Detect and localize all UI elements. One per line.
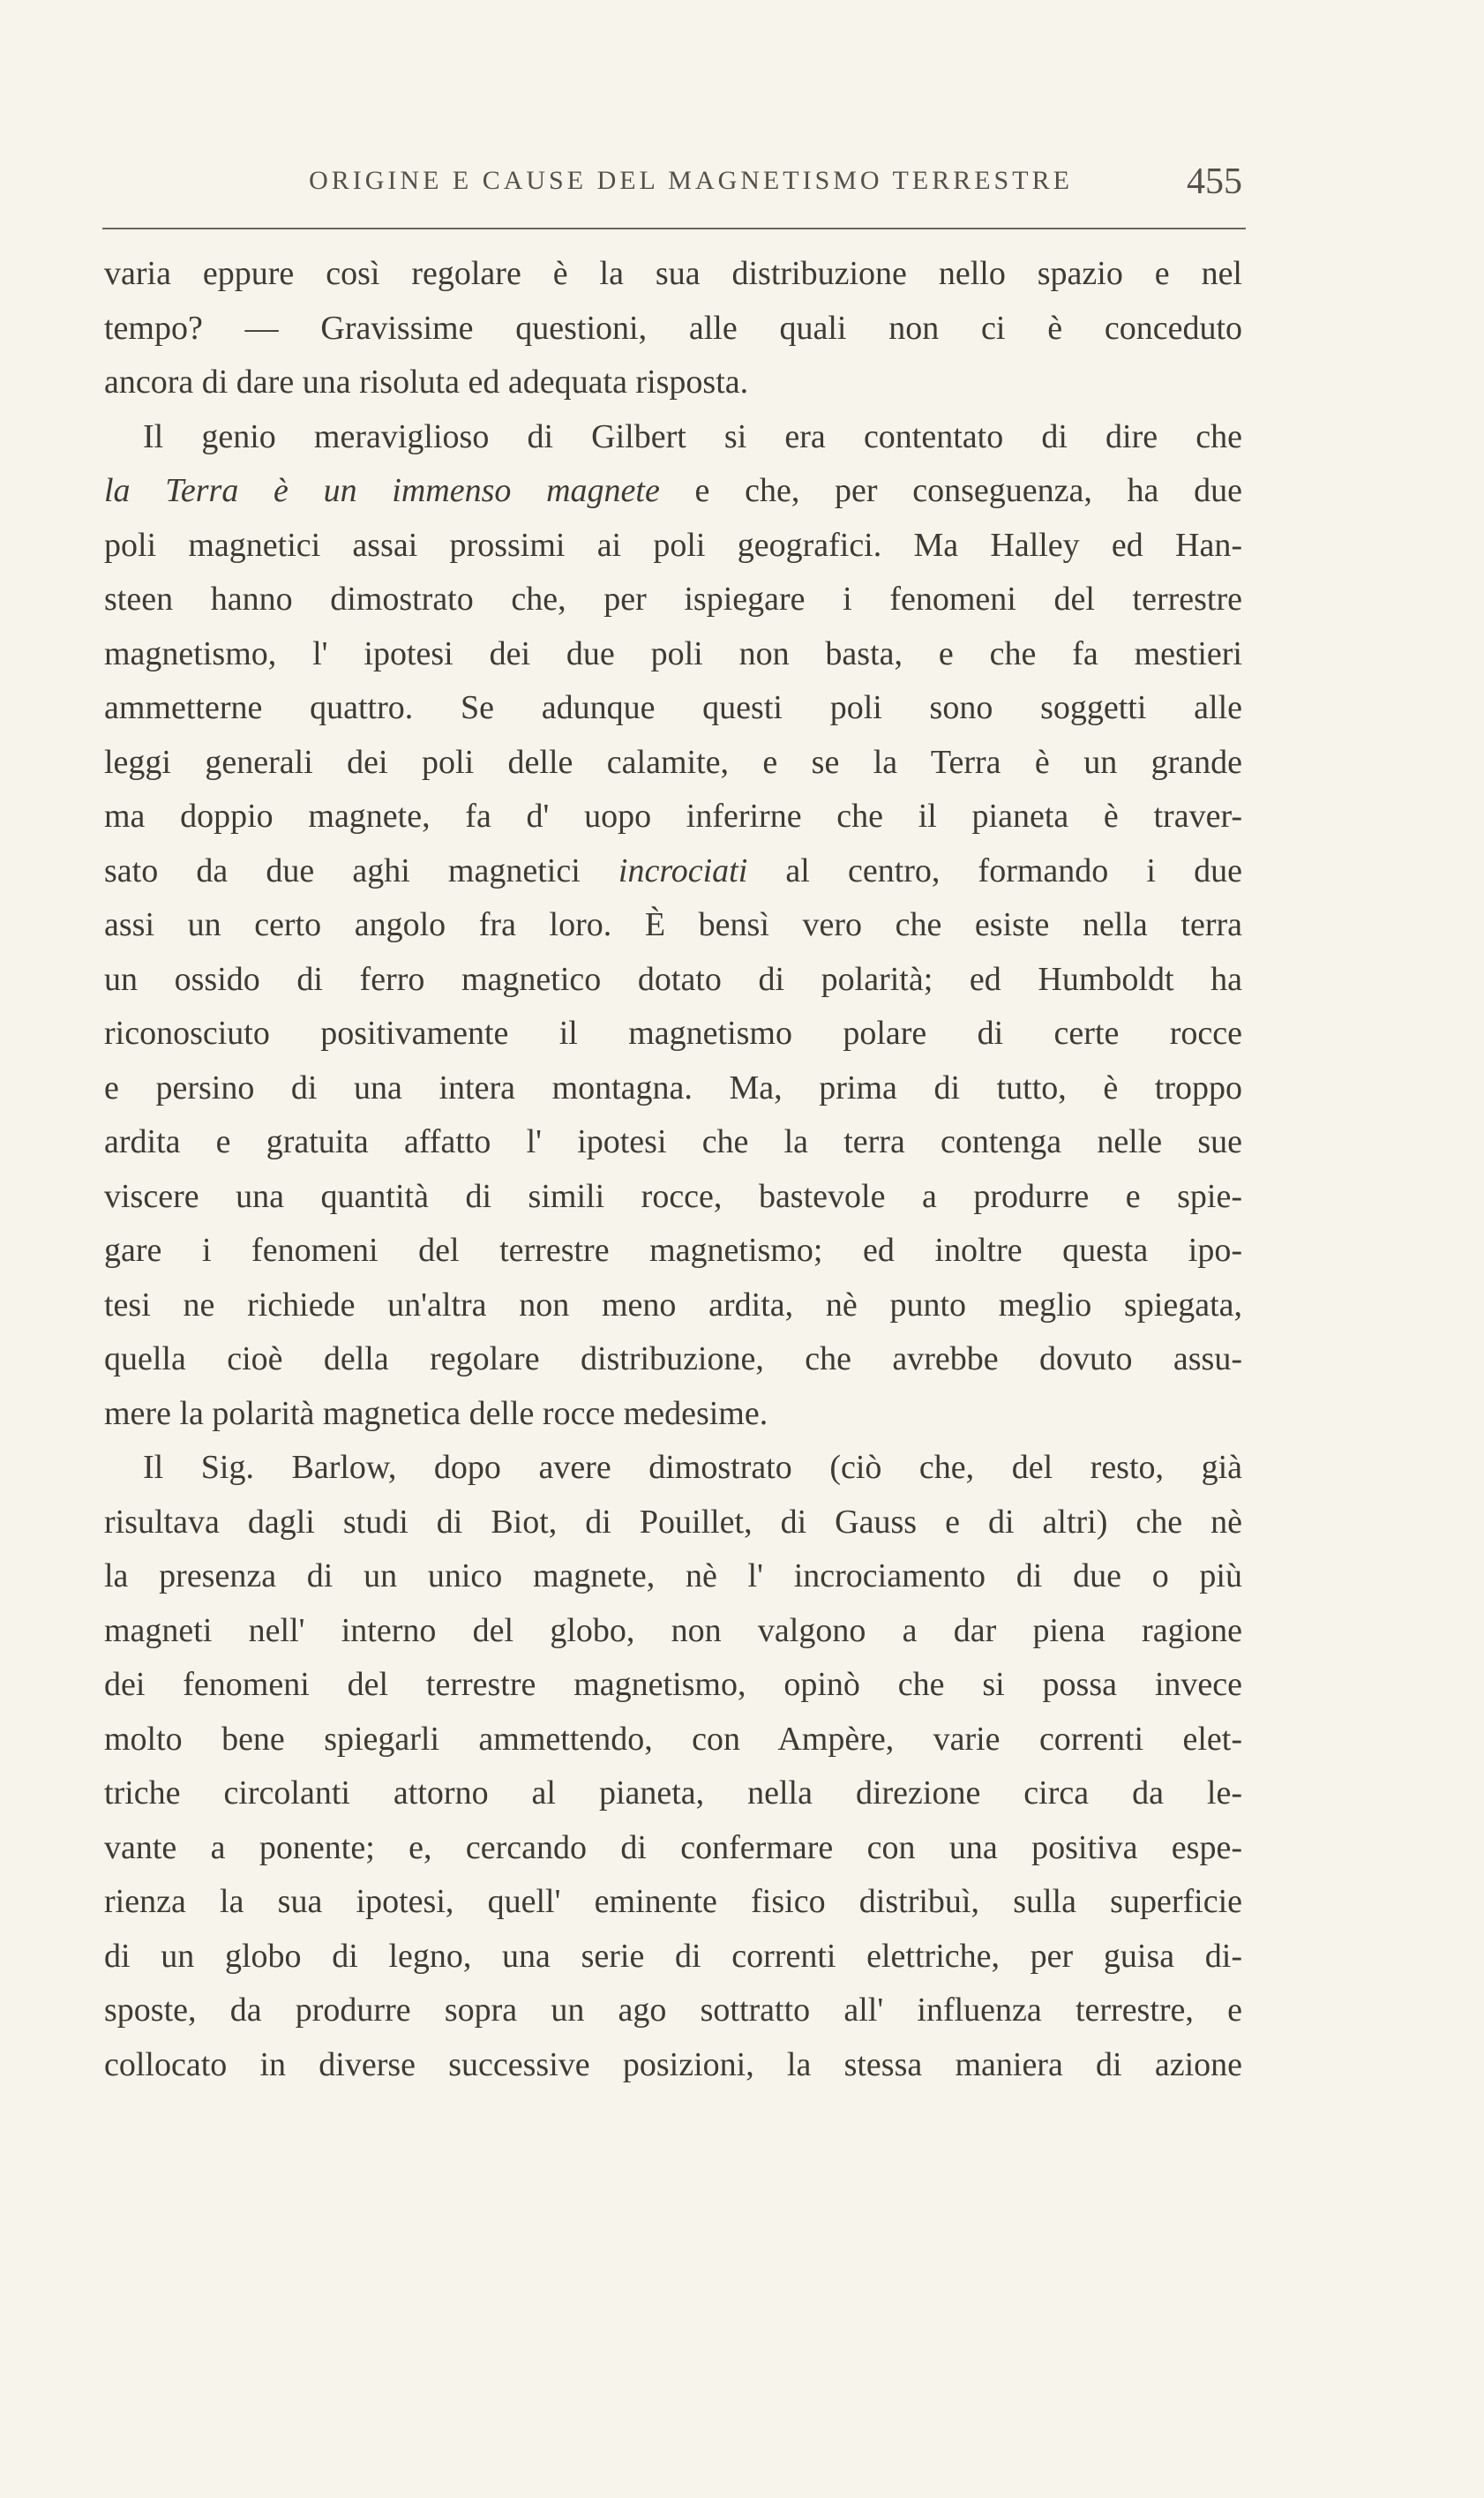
text-segment: quella cioè della regolare distribuzione, che avrebbe dovuto assu- (104, 1340, 1242, 1377)
text-line (104, 1604, 1242, 1659)
text-segment: mere la polarità magnetica delle rocce medesime. (104, 1394, 768, 1432)
text-segment: la presenza di un unico magnete, nè l' incrociamento di due o più (104, 1557, 1242, 1594)
text-segment: tesi ne richiede un'altra non meno ardita, nè punto meglio spiegata, (104, 1286, 1242, 1324)
text-line (104, 1170, 1242, 1225)
text-line (104, 1549, 1242, 1604)
text-segment: magneti nell' interno del globo, non valgono a dar piena ragione (104, 1611, 1242, 1649)
text-segment: dei fenomeni del terrestre magnetismo, opinò che si possa invece (104, 1666, 1242, 1703)
text-segment: rienza la sua ipotesi, quell' eminente fisico distribuì, sulla superficie (104, 1883, 1242, 1920)
text-line (104, 1332, 1242, 1387)
text-segment: ancora di dare una risoluta ed adequata risposta. (104, 364, 749, 401)
text-line (104, 2038, 1242, 2093)
text-line (104, 953, 1242, 1008)
text-line (104, 681, 1242, 736)
text-segment: tempo? — Gravissime questioni, alle quali non ci è conceduto (104, 309, 1242, 347)
header-rule (102, 228, 1246, 229)
text-segment: Il Sig. Barlow, dopo avere dimostrato (ciò che, del resto, già (143, 1449, 1242, 1486)
text-line (104, 1875, 1242, 1930)
running-head (104, 161, 1242, 210)
text-segment: assi un certo angolo fra loro. È bensì vero che esiste nella terra (104, 906, 1242, 943)
text-line (104, 1984, 1242, 2038)
text-line (104, 410, 1242, 465)
text-line (104, 1821, 1242, 1876)
text-line (104, 1930, 1242, 1984)
text-line (104, 736, 1242, 791)
text-line (104, 302, 1242, 356)
text-segment: ammetterne quattro. Se adunque questi poli sono soggetti alle (104, 689, 1242, 726)
text-line (104, 790, 1242, 844)
text-segment: collocato in diverse successive posizioni, la stessa maniera di azione (104, 2045, 1242, 2083)
text-line (104, 1279, 1242, 1333)
text-segment: gare i fenomeni del terrestre magnetismo; ed inoltre questa ipo- (104, 1232, 1242, 1269)
text-line (104, 464, 1242, 519)
text-line (104, 1713, 1242, 1767)
text-line (104, 1115, 1242, 1170)
text-segment: e persino di una intera montagna. Ma, prima di tutto, è troppo (104, 1069, 1242, 1106)
text-segment: poli magnetici assai prossimi ai poli geografici. Ma Halley ed Han- (104, 526, 1242, 564)
page-number: 455 (1187, 161, 1242, 202)
text-line (104, 1441, 1242, 1496)
text-line (104, 573, 1242, 627)
text-segment: sposte, da produrre sopra un ago sottratto all' influenza terrestre, e (104, 1992, 1242, 2029)
running-title: ORIGINE E CAUSE DEL MAGNETISMO TERRESTRE (309, 166, 1073, 195)
text-line (104, 1387, 1242, 1442)
text-line (104, 1496, 1242, 1550)
text-line (104, 1767, 1242, 1821)
text-line (104, 519, 1242, 574)
text-line (104, 1224, 1242, 1279)
text-segment: di un globo di legno, una serie di correnti elettriche, per guisa di- (104, 1937, 1242, 1975)
text-segment: Il genio meraviglioso di Gilbert si era contentato di dire che (143, 417, 1242, 455)
text-line (104, 1061, 1242, 1116)
text-segment: triche circolanti attorno al pianeta, nella direzione circa da le- (104, 1774, 1242, 1812)
text-segment: riconosciuto positivamente il magnetismo polare di certe rocce (104, 1015, 1242, 1052)
italic-text: incrociati (618, 851, 748, 889)
body-text (104, 247, 1242, 2092)
text-segment: vante a ponente; e, cercando di confermare con una positiva espe- (104, 1828, 1242, 1866)
text-segment: varia eppure così regolare è la sua distribuzione nello spazio e nel (104, 255, 1242, 292)
text-segment: al centro, formando i due (747, 851, 1243, 889)
italic-text: la Terra è un immenso magnete (104, 472, 660, 509)
text-segment: sato da due aghi magnetici (104, 851, 618, 889)
text-line (104, 844, 1242, 899)
text-segment: molto bene spiegarli ammettendo, con Ampère, varie correnti elet- (104, 1720, 1242, 1758)
text-line (104, 247, 1242, 302)
text-line (104, 1658, 1242, 1713)
text-segment: risultava dagli studi di Biot, di Pouillet, di Gauss e di altri) che nè (104, 1503, 1242, 1541)
text-segment: viscere una quantità di simili rocce, bastevole a produrre e spie- (104, 1177, 1242, 1215)
text-segment: e che, per conseguenza, ha due (659, 472, 1242, 509)
text-segment: leggi generali dei poli delle calamite, e se la Terra è un grande (104, 743, 1242, 781)
text-segment: un ossido di ferro magnetico dotato di polarità; ed Humboldt ha (104, 960, 1242, 998)
text-segment: magnetismo, l' ipotesi dei due poli non basta, e che fa mestieri (104, 634, 1242, 672)
text-line (104, 1007, 1242, 1061)
text-line (104, 627, 1242, 682)
text-line (104, 898, 1242, 953)
text-segment: ma doppio magnete, fa d' uopo inferirne che il pianeta è traver- (104, 798, 1242, 835)
text-line (104, 356, 1242, 410)
text-segment: ardita e gratuita affatto l' ipotesi che la terra contenga nelle sue (104, 1123, 1242, 1160)
text-segment: steen hanno dimostrato che, per ispiegare i fenomeni del terrestre (104, 581, 1242, 618)
